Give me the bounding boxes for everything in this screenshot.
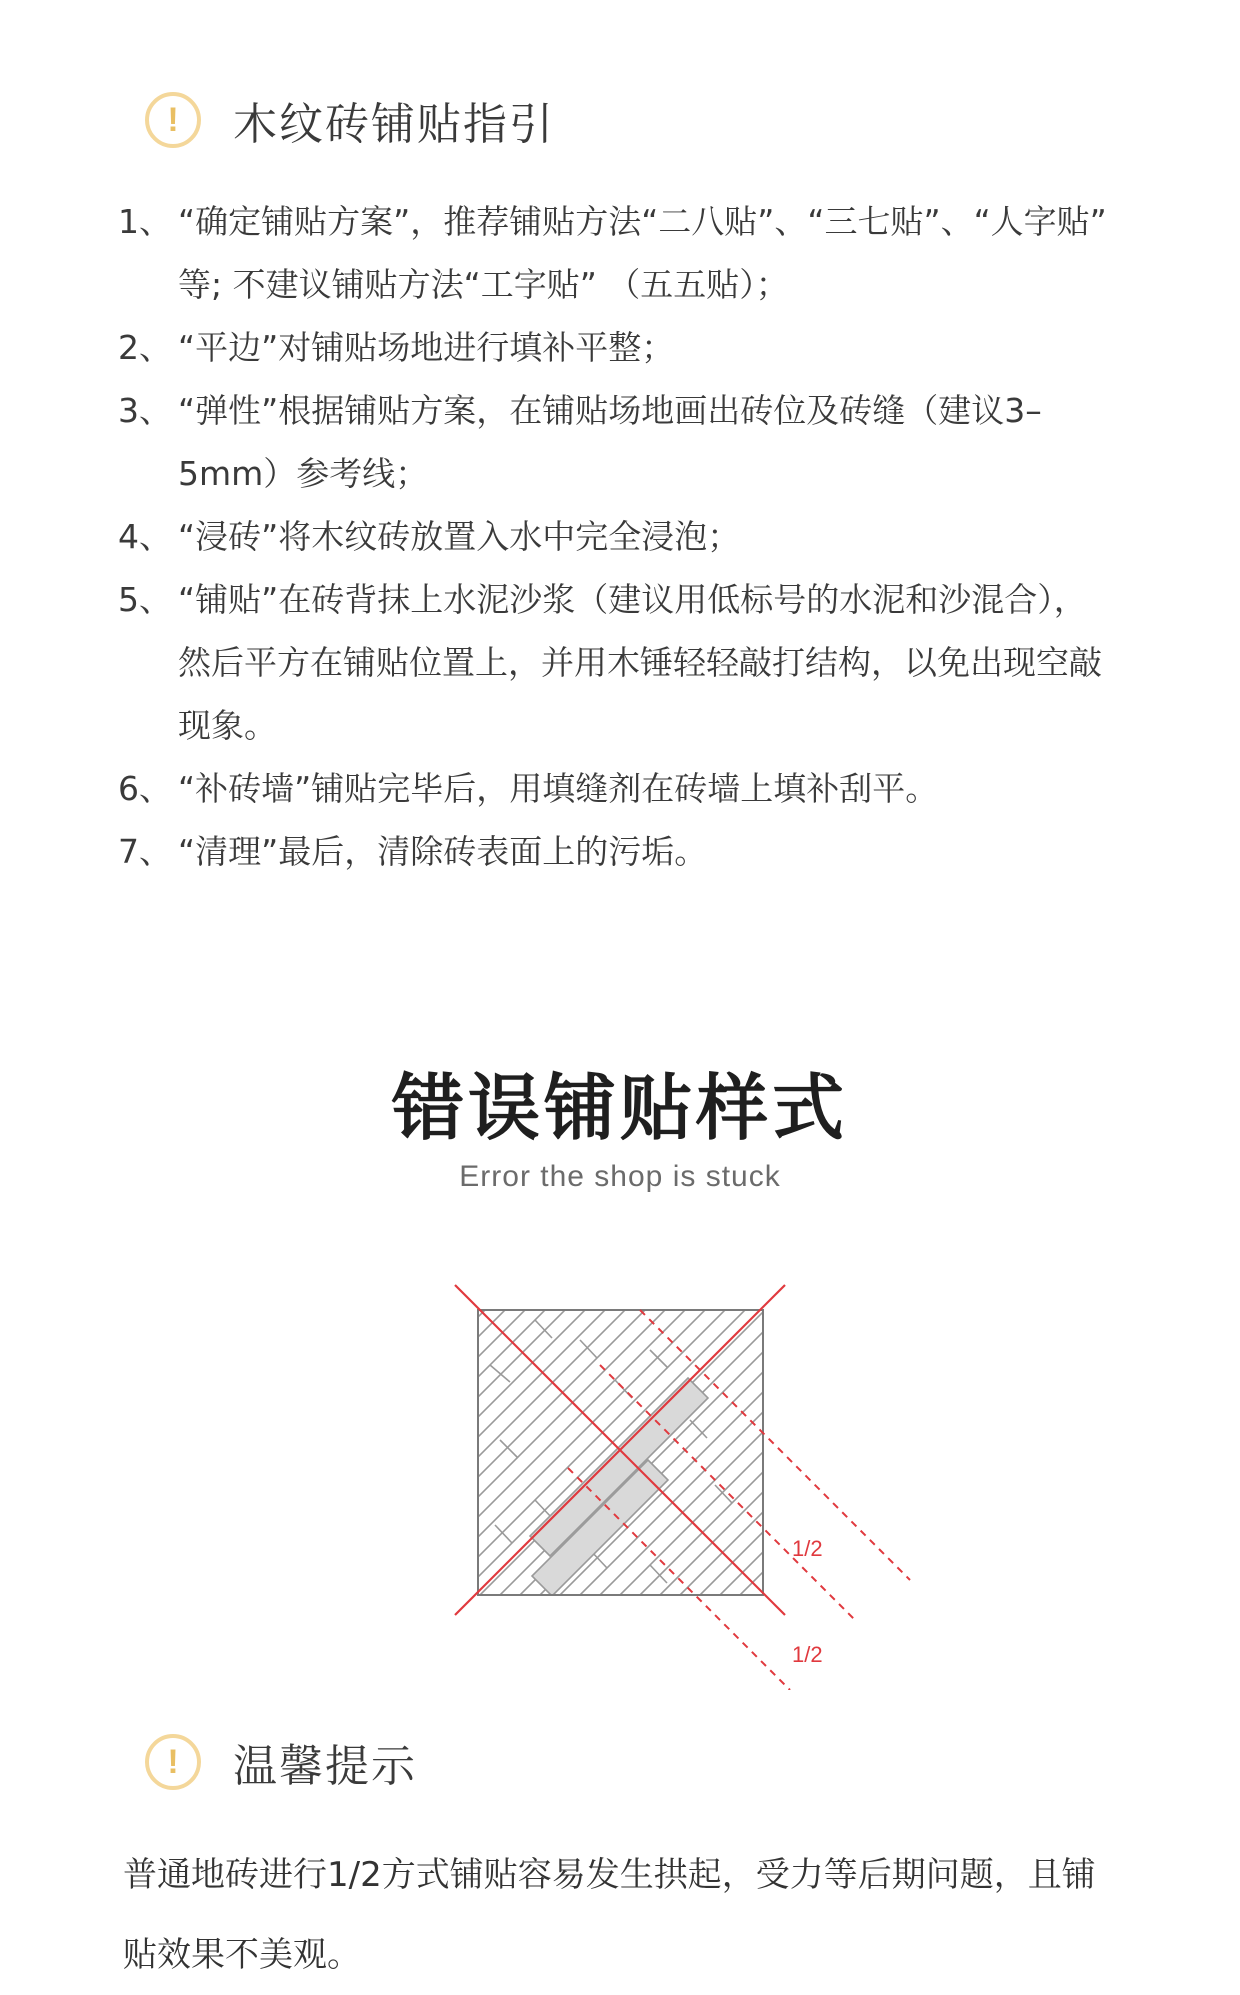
- step-text: “确定铺贴方案”，推荐铺贴方法“二八贴”、“三七贴”、“人字贴” 等; 不建议铺贴方法“工字贴” （五五贴）；: [178, 202, 1107, 304]
- step-number: 2、: [118, 328, 172, 367]
- half-label-1: 1/2: [792, 1536, 823, 1561]
- step-text: “铺贴”在砖背抹上水泥沙浆（建议用低标号的水泥和沙混合），然后平方在铺贴位置上，并用木锤轻轻敲打结构，以免出现空敲现象。: [178, 580, 1102, 745]
- guide-title: 木纹砖铺贴指引: [233, 99, 555, 150]
- guide-step: [118, 568, 1118, 757]
- step-text: “清理”最后，清除砖表面上的污垢。: [178, 832, 708, 871]
- guide-step: [118, 379, 1118, 505]
- step-text: “弹性”根据铺贴方案，在铺贴场地画出砖位及砖缝（建议3–5mm）参考线；: [178, 391, 1042, 493]
- step-number: 7、: [118, 832, 172, 871]
- guide-step: [118, 316, 1118, 379]
- guide-step: [118, 757, 1118, 820]
- guide-step: [118, 190, 1118, 316]
- wrong-style-subtitle: Error the shop is stuck: [459, 1160, 781, 1193]
- guide-step: [118, 505, 1118, 568]
- guide-steps: [118, 190, 1118, 883]
- step-number: 3、: [118, 391, 172, 430]
- hatched-tile-area: [440, 1275, 920, 1596]
- guide-header: [145, 88, 555, 152]
- tips-text: 普通地砖进行1/2方式铺贴容易发生拱起，受力等后期问题，且铺贴效果不美观。: [123, 1855, 1096, 1975]
- step-number: 1、: [118, 202, 172, 241]
- step-text: “浸砖”将木纹砖放置入水中完全浸泡；: [178, 517, 741, 556]
- step-number: 5、: [118, 580, 172, 619]
- wrong-style-title: 错误铺贴样式: [391, 1066, 848, 1150]
- tips-header: [145, 1730, 417, 1794]
- exclamation-circle-icon: !: [145, 1734, 201, 1790]
- exclamation-circle-icon: !: [145, 92, 201, 148]
- guide-step: [118, 820, 1118, 883]
- step-text: “平边”对铺贴场地进行填补平整；: [178, 328, 675, 367]
- step-number: 6、: [118, 769, 172, 808]
- half-label-2: 1/2: [792, 1642, 823, 1667]
- step-text: “补砖墙”铺贴完毕后，用填缝剂在砖墙上填补刮平。: [178, 769, 939, 808]
- tips-title: 温馨提示: [233, 1741, 417, 1792]
- step-number: 4、: [118, 517, 172, 556]
- wrong-pattern-diagram: [440, 1270, 920, 1690]
